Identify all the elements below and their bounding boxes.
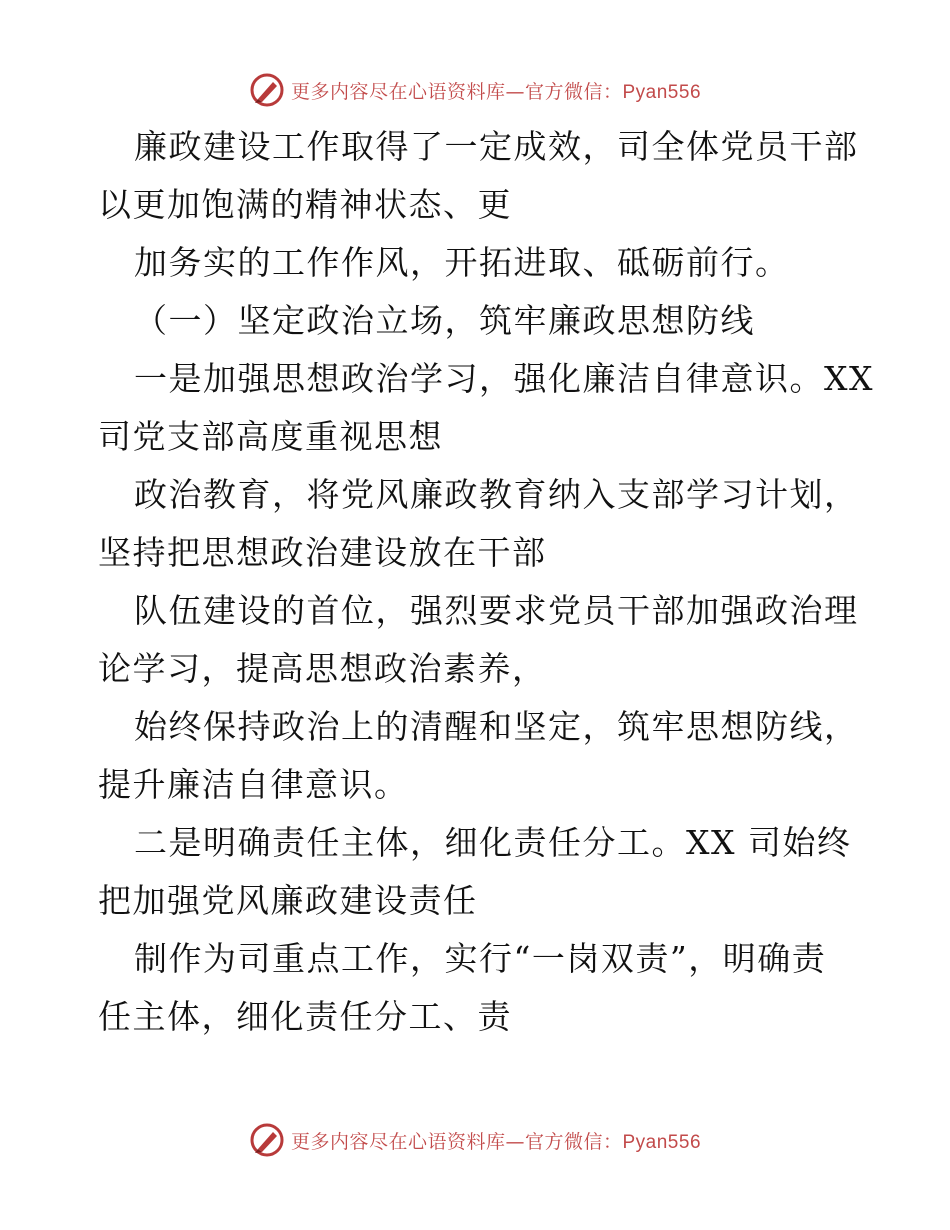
section-heading: （一）坚定政治立场，筑牢廉政思想防线 (134, 301, 755, 340)
paragraph-line: 论学习，提高思想政治素养， (98, 649, 547, 688)
paragraph-line: 一是加强思想政治学习，强化廉洁自律意识。XX (134, 359, 874, 398)
paragraph-line: 任主体，细化责任分工、责 (98, 997, 512, 1036)
header-watermark (0, 70, 950, 110)
paragraph-line: 提升廉洁自律意识。 (98, 765, 409, 804)
paragraph-line: 制作为司重点工作，实行“一岗双责”，明确责 (134, 939, 827, 978)
document-body (98, 118, 874, 1046)
watermark-text: 更多内容尽在心语资料库—官方微信：Pyan556 (290, 1130, 702, 1153)
paragraph-line: 廉政建设工作取得了一定成效，司全体党员干部 (134, 127, 859, 166)
paragraph-line: 始终保持政治上的清醒和坚定，筑牢思想防线， (134, 707, 859, 746)
ink-pen-logo-icon (249, 72, 285, 108)
paragraph-line: 二是明确责任主体，细化责任分工。XX 司始终 (134, 823, 852, 862)
paragraph-line: 把加强党风廉政建设责任 (98, 881, 478, 920)
footer-watermark (0, 1120, 950, 1160)
paragraph-line: 队伍建设的首位，强烈要求党员干部加强政治理 (134, 591, 859, 630)
paragraph-line: 加务实的工作作风，开拓进取、砥砺前行。 (134, 243, 790, 282)
ink-pen-logo-icon (249, 1122, 285, 1158)
watermark-text: 更多内容尽在心语资料库—官方微信：Pyan556 (290, 80, 702, 103)
paragraph-line: 政治教育，将党风廉政教育纳入支部学习计划， (134, 475, 859, 514)
paragraph-line: 以更加饱满的精神状态、更 (98, 185, 512, 224)
paragraph-line: 司党支部高度重视思想 (98, 417, 443, 456)
paragraph-line: 坚持把思想政治建设放在干部 (98, 533, 547, 572)
